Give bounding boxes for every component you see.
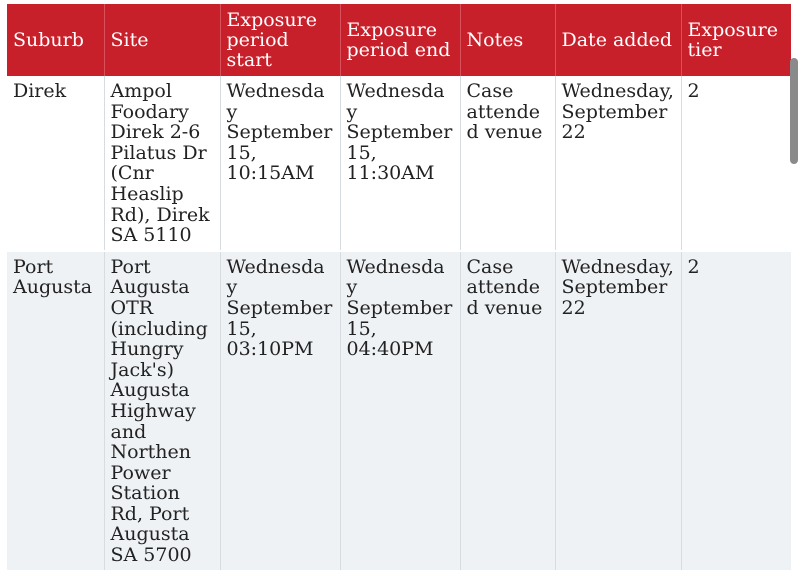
cell-exposure-start: Wednesday September 15, 10:15AM (220, 76, 340, 251)
cell-site: Ampol Foodary Direk 2-6 Pilatus Dr (Cnr Heaslip Rd), Direk SA 5110 (104, 76, 220, 251)
header-suburb: Suburb (7, 4, 104, 76)
header-exposure-start: Exposure period start (220, 4, 340, 76)
header-date-added: Date added (555, 4, 681, 76)
scrollbar-thumb[interactable] (790, 58, 798, 164)
header-site: Site (104, 4, 220, 76)
cell-exposure-tier: 2 (681, 251, 791, 570)
cell-exposure-tier: 2 (681, 76, 791, 251)
header-exposure-tier: Exposure tier (681, 4, 791, 76)
cell-site: Port Augusta OTR (including Hungry Jack's) Augusta Highway and Northen Power Station Rd, Port Augusta SA 5700 (104, 251, 220, 570)
cell-notes: Case attended venue (460, 76, 555, 251)
cell-exposure-end: Wednesday September 15, 04:40PM (340, 251, 460, 570)
vertical-scrollbar[interactable] (793, 0, 803, 579)
cell-suburb: Direk (7, 76, 104, 251)
cell-suburb: Port Augusta (7, 251, 104, 570)
header-exposure-end: Exposure period end (340, 4, 460, 76)
cell-date-added: Wednesday, September 22 (555, 76, 681, 251)
table-header-row (7, 4, 791, 76)
header-notes: Notes (460, 4, 555, 76)
cell-exposure-start: Wednesday September 15, 03:10PM (220, 251, 340, 570)
table-row (7, 76, 791, 251)
exposure-sites-table (7, 4, 791, 570)
cell-notes: Case attended venue (460, 251, 555, 570)
cell-exposure-end: Wednesday September 15, 11:30AM (340, 76, 460, 251)
cell-date-added: Wednesday, September 22 (555, 251, 681, 570)
table-row (7, 251, 791, 570)
